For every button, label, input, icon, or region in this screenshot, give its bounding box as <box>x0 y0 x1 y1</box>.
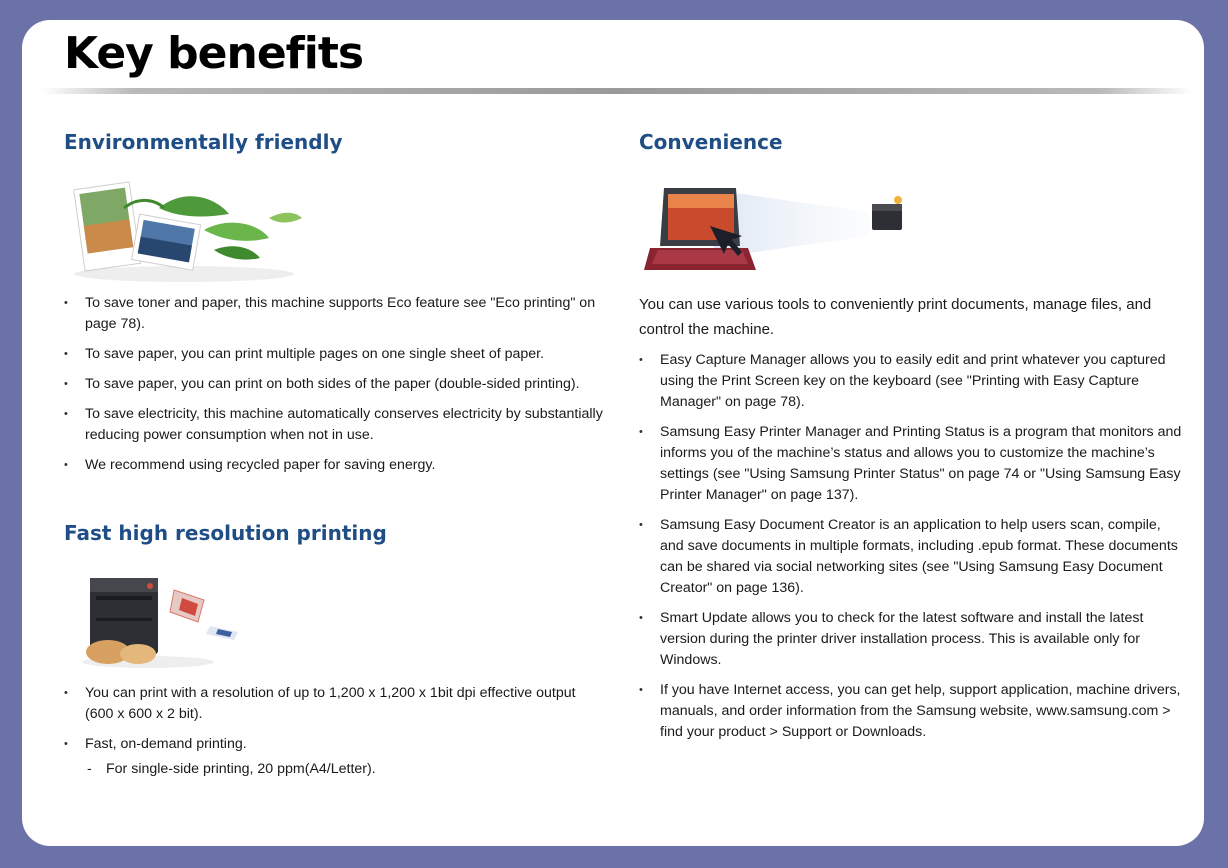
eco-papers-leaves-illustration <box>64 178 314 284</box>
list-item: • Smart Update allows you to check for the latest software and install the latest version during the printer driver installation process. This is available only for Windows. <box>639 608 1184 671</box>
conv-intro: You can use various tools to conveniently print documents, manage files, and control the machine. <box>639 296 1152 338</box>
list-item: • To save electricity, this machine automatically conserves electricity by substantially reducing power consumption when not in use. <box>64 404 604 446</box>
sub-list-item: - For single-side printing, 20 ppm(A4/Letter). <box>85 759 604 780</box>
list-item: • If you have Internet access, you can get help, support application, machine drivers, manuals, and order information from the Samsung website, www.samsung.com > find your product > Support or Downloads. <box>639 680 1184 743</box>
list-item: • You can print with a resolution of up to 1,200 x 1,200 x 1bit dpi effective output (600 x 600 x 2 bit). <box>64 683 604 725</box>
list-item: • Easy Capture Manager allows you to easily edit and print whatever you captured using the Print Screen key on the keyboard (see "Printing with Easy Capture Manager" on page 78). <box>639 350 1184 413</box>
printer-output-illustration <box>78 568 248 670</box>
fast-heading: Fast high resolution printing <box>64 521 387 545</box>
list-item: • To save paper, you can print multiple pages on one single sheet of paper. <box>64 344 604 365</box>
page <box>22 20 1204 846</box>
list-item <box>64 734 604 780</box>
list-item: • To save toner and paper, this machine supports Eco feature see "Eco printing" on page 78). <box>64 293 604 335</box>
env-heading: Environmentally friendly <box>64 130 343 154</box>
page-title: Key benefits <box>64 28 364 79</box>
title-divider <box>42 88 1192 94</box>
list-item: • Samsung Easy Document Creator is an application to help users scan, compile, and save documents in multiple formats, including .epub format. These documents can be shared via social networking sites (see "Using Samsung Easy Document Creator" on page 136). <box>639 515 1184 599</box>
laptop-to-printer-illustration <box>644 178 904 282</box>
conv-heading: Convenience <box>639 130 783 154</box>
fast-bullet-list <box>64 683 604 789</box>
env-bullet-list <box>64 293 604 485</box>
conv-bullet-list <box>639 350 1184 752</box>
list-item: • Samsung Easy Printer Manager and Printing Status is a program that monitors and informs you of the machine’s status and allows you to customize the machine’s settings (see "Using Samsung Printer Status" on page 74 or "Using Samsung Easy Printer Manager" on page 137). <box>639 422 1184 506</box>
list-item-text: Fast, on-demand printing. <box>85 736 247 752</box>
list-item: • To save paper, you can print on both sides of the paper (double-sided printing). <box>64 374 604 395</box>
list-item: • We recommend using recycled paper for saving energy. <box>64 455 604 476</box>
